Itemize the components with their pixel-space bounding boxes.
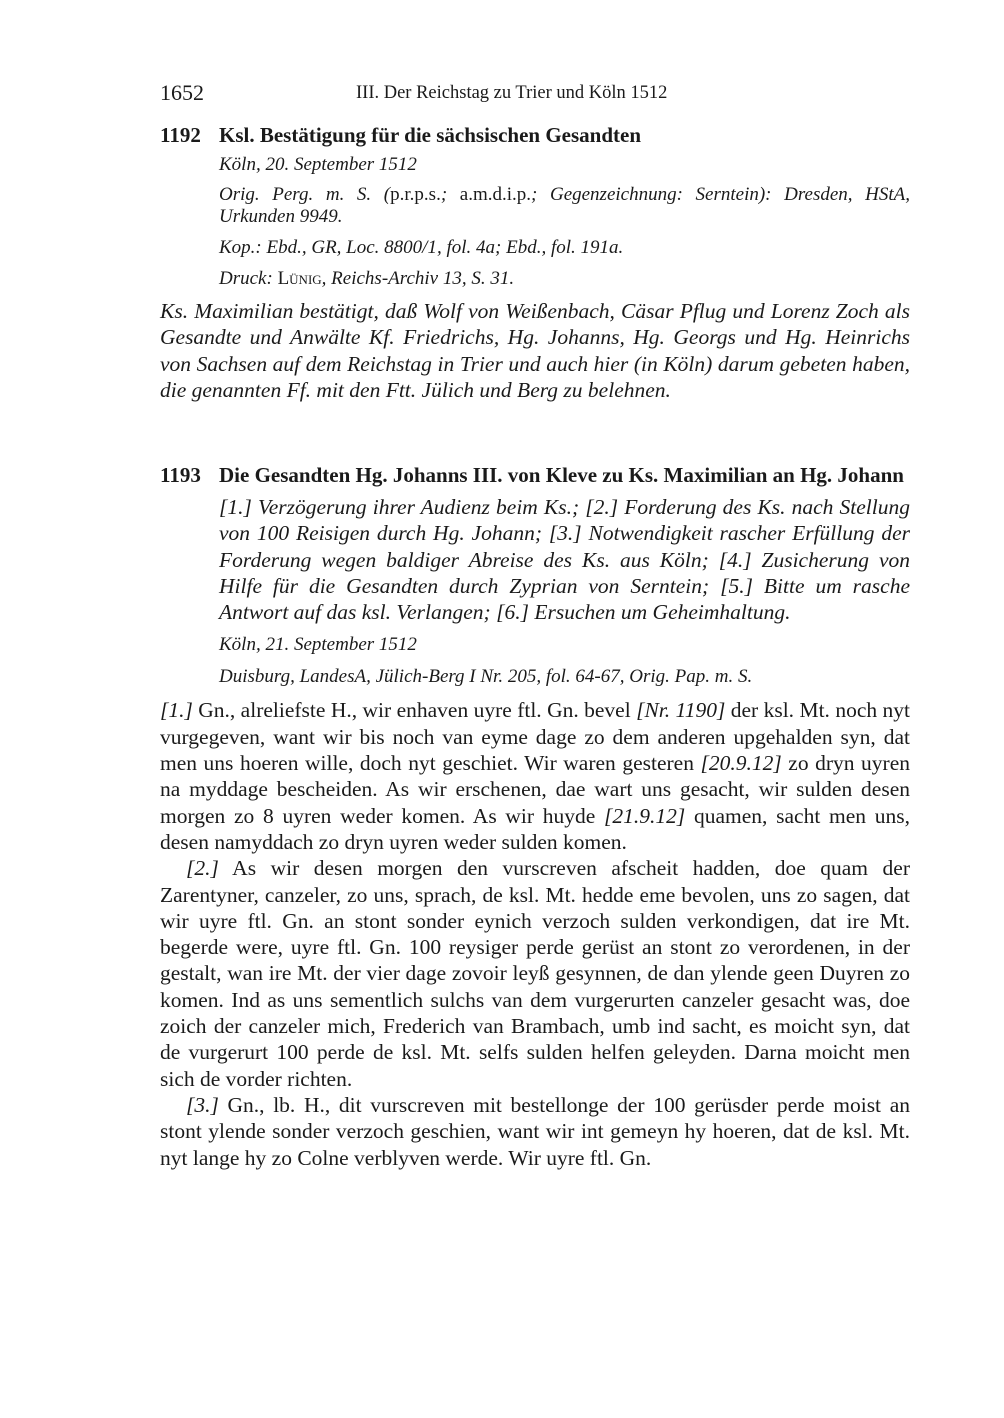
cross-reference: [Nr. 1190] <box>636 698 726 723</box>
paragraph-1: [1.] Gn., alreliefste H., wir enhaven uyre ftl. Gn. bevel [Nr. 1190] der ksl. Mt. noch nyt vurgegeven, want wir bis noch van eyme dage zo dem anderen upgehalden syn, dat men uns hoeren wille, doch nyt geschiet. Wir waren gesteren [20.9.12] zo dryn uyren na myddage bescheiden. As wir erschenen, dae wart uns gesacht, wir sulden desen morgen zo 8 uyren weder komen. As wir huyde [21.9.12] quamen, sacht men uns, desen namyddach zo dryn uyren weder sulden komen. <box>160 698 911 854</box>
page-number: 1652 <box>160 80 204 105</box>
entry-date: Köln, 21. September 1512 <box>219 634 417 656</box>
entry-title: Die Gesandten Hg. Johanns III. von Kleve zu Ks. Maximilian an Hg. Johann <box>219 463 904 487</box>
entry-heading <box>160 122 910 148</box>
source-copies: Kop.: Ebd., GR, Loc. 8800/1, fol. 4a; Ebd., fol. 191a. <box>219 237 624 258</box>
paragraph-3: [3.] Gn., lb. H., dit vurscreven mit bestellonge der 100 gerüsder perde moist an stont ylende sonder verzoch geschien, want wir int gemeyn hy hoeren, dat de ksl. Mt. nyt lange hy zo Colne verblyven werde. Wir uyre ftl. Gn. <box>160 1092 910 1170</box>
paragraph-mark: [2.] <box>186 856 219 881</box>
paragraph-mark: [3.] <box>186 1092 219 1117</box>
entry-number: 1193 <box>160 463 201 487</box>
entry-summary: [1.] Verzögerung ihrer Audienz beim Ks.; [2.] Forderung des Ks. nach Stellung von 100 Reisigen durch Hg. Johann; [3.] Notwendigkeit rascher Erfüllung der Forderung wegen baldiger Abreise des Ks. aus Köln; [4.] Zusicherung von Hilfe für die Gesandten durch Zyprian von Serntein; [5.] Bitte um rasche Antwort auf das ksl. Verlangen; [6.] Ersuchen um Geheimhaltung. <box>219 495 910 625</box>
entry-date: Köln, 20. September 1512 <box>219 154 417 175</box>
source-original: Orig. Perg. m. S. (p.r.p.s.; a.m.d.i.p.; Gegenzeichnung: Serntein): Dresden, HStA, Urkunden 9949. <box>219 184 911 227</box>
source-print: Druck: Lünig, Reichs-Archiv 13, S. 31. <box>219 268 515 289</box>
entry-heading <box>160 462 910 488</box>
entry-1193 <box>160 462 910 1171</box>
author-name: Lünig <box>277 268 322 289</box>
entry-summary: Ks. Maximilian bestätigt, daß Wolf von Weißenbach, Cäsar Pflug und Lorenz Zoch als Gesandte und Anwälte Kf. Friedrichs, Hg. Johanns, Hg. Georgs und Hg. Heinrichs von Sachsen auf dem Reichstag in Trier und auch hier (in Köln) darum gebeten haben, die genannten Ff. mit den Ftt. Jülich und Berg zu belehnen. <box>160 299 910 402</box>
entry-1192 <box>160 122 910 403</box>
entry-title: Ksl. Bestätigung für die sächsischen Gesandten <box>219 123 641 147</box>
paragraph-mark: [1.] <box>160 698 193 723</box>
paragraph-2: [2.] As wir desen morgen den vurscreven afscheit hadden, doe quam der Zarentyner, canzeler, zo uns, sprach, de ksl. Mt. hedde eme bevolen, uns zo sagen, dat wir uyre ftl. Gn. an stont sonder eynich verzoch sulden verkondigen, dat ire Mt. begerde were, uyre ftl. Gn. 100 reysiger perde gerüst an stont zo verordenen, in der gestalt, wan ire Mt. der vier dage zovoir leyß gesynnen, de dan ylende geen Duyren zo komen. Ind as uns sementlich sulchs van dem vurgerurten canzeler gesacht was, doe zoich der canzeler mich, Frederich van Brambach, umb ind sacht, es moicht syn, dat de vurgerurt 100 perde de ksl. Mt. selfs sulden helfen geleyden. Darna moicht men sich de vorder richten. <box>160 856 910 1091</box>
source-original: Duisburg, LandesA, Jülich-Berg I Nr. 205, fol. 64-67, Orig. Pap. m. S. <box>219 666 753 688</box>
document-text <box>160 697 910 1170</box>
date-reference: [21.9.12] <box>604 803 686 828</box>
page-header <box>160 80 910 110</box>
date-reference: [20.9.12] <box>700 751 782 776</box>
entry-number: 1192 <box>160 123 201 147</box>
running-title: III. Der Reichstag zu Trier und Köln 1512 <box>356 83 668 103</box>
